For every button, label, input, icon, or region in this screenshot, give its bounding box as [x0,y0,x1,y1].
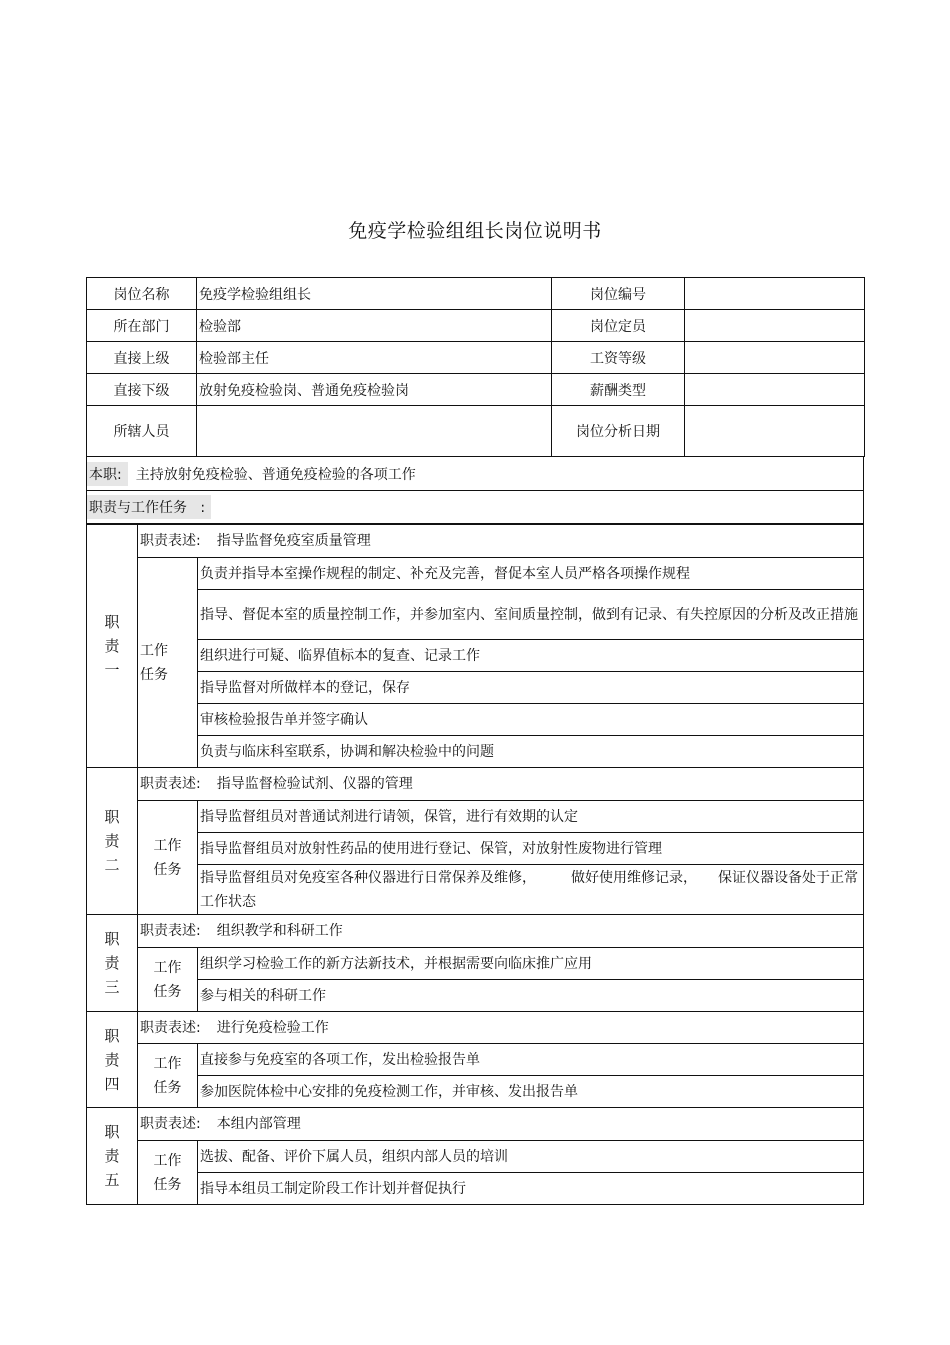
duty-name-char: 责 [104,1147,120,1165]
duty-name-char: 职 [104,1123,120,1141]
info-value [197,406,552,457]
duty-name [87,915,138,1012]
duties-header-label: 职责与工作任务 : [87,495,211,519]
task-label [138,948,198,1012]
duty-description [138,915,864,948]
duty-desc-row [87,525,864,558]
duty-name-char: 二 [104,856,120,874]
info-value [685,374,865,406]
task-item: 审核检验报告单并签字确认 [198,704,864,736]
duty-description-label: 职责表述: [140,533,201,549]
duty-name [87,525,138,768]
task-item: 指导本组员工制定阶段工作计划并督促执行 [198,1173,864,1205]
duty-name-char: 一 [104,661,120,679]
task-row [87,704,864,736]
duty-name-char: 职 [104,613,120,631]
duty-name-char: 三 [104,978,120,996]
benzhi-row [86,457,864,491]
duty-description-text: 组织教学和科研工作 [216,923,343,939]
duty-description [138,525,864,558]
info-row [87,278,865,310]
duty-description-text: 进行免疫检验工作 [216,1019,329,1036]
duty-name-char: 四 [104,1074,120,1093]
info-value [685,278,865,310]
duty-description-text: 指导监督免疫室质量管理 [216,533,371,549]
info-row [87,374,865,406]
task-row [87,736,864,768]
duty-name-char: 职 [104,1026,120,1045]
task-label-line: 工作 [140,642,168,659]
duty-description-label: 职责表述: [140,1116,201,1132]
task-row [87,948,864,980]
task-item: 指导监督对所做样本的登记，保存 [198,672,864,704]
info-label: 工资等级 [552,342,685,374]
task-label [138,801,198,915]
duty-description-text: 本组内部管理 [216,1116,301,1132]
task-row [87,833,864,865]
duty-name [87,1012,138,1108]
info-label: 岗位名称 [87,278,197,310]
info-value [685,310,865,342]
duty-description-label: 职责表述: [140,776,201,792]
task-row [87,640,864,672]
duty-name-char: 责 [104,832,120,850]
duty-desc-row [87,1108,864,1141]
task-item: 参与相关的科研工作 [198,980,864,1012]
duty-description [138,1108,864,1141]
duties-header-row [86,491,864,524]
task-label-line: 任务 [153,861,182,878]
info-value [685,406,865,457]
duty-name [87,768,138,915]
task-item: 负责并指导本室操作规程的制定、补充及完善，督促本室人员严格各项操作规程 [198,558,864,590]
info-value: 检验部 [197,310,552,342]
info-row [87,310,865,342]
info-label: 所辖人员 [87,406,197,457]
basic-info-table [86,277,865,457]
task-item: 组织学习检验工作的新方法新技术，并根据需要向临床推广应用 [198,948,864,980]
task-item: 选拔、配备、评价下属人员，组织内部人员的培训 [198,1141,864,1173]
info-label: 直接上级 [87,342,197,374]
duty-description [138,768,864,801]
info-label: 岗位定员 [552,310,685,342]
duty-name-char: 责 [104,1050,120,1069]
info-value: 检验部主任 [197,342,552,374]
task-row [87,672,864,704]
duty-name [87,1108,138,1205]
duty-name-char: 五 [104,1171,120,1189]
job-description-form [86,277,864,1205]
task-item: 指导、督促本室的质量控制工作，并参加室内、室间质量控制，做到有记录、有失控原因的分析及改正措施 [198,590,864,640]
benzhi-label: 本职: [87,462,128,486]
task-label-line: 任务 [140,666,168,683]
duty-desc-row [87,1012,864,1044]
task-label-line: 任务 [153,1079,182,1096]
duties-table [86,524,864,1205]
task-label [138,1044,198,1108]
info-row [87,406,865,457]
task-label-line: 工作 [153,1055,182,1072]
task-label [138,1141,198,1205]
task-label-line: 工作 [153,959,182,976]
duty-desc-row [87,915,864,948]
task-row [87,980,864,1012]
task-item: 指导监督组员对放射性药品的使用进行登记、保管，对放射性废物进行管理 [198,833,864,865]
duty-description-label: 职责表述: [140,923,201,939]
info-label: 所在部门 [87,310,197,342]
task-item: 直接参与免疫室的各项工作，发出检验报告单 [198,1044,864,1076]
duty-name-char: 责 [104,954,120,972]
task-row [87,1141,864,1173]
task-row [87,1173,864,1205]
info-label: 岗位分析日期 [552,406,685,457]
duty-description-label: 职责表述: [140,1019,201,1036]
task-row [87,1076,864,1108]
task-item: 参加医院体检中心安排的免疫检测工作，并审核、发出报告单 [198,1076,864,1108]
task-item: 组织进行可疑、临界值标本的复查、记录工作 [198,640,864,672]
duty-desc-row [87,768,864,801]
task-row [87,558,864,590]
info-row [87,342,865,374]
task-item: 指导监督组员对普通试剂进行请领，保管，进行有效期的认定 [198,801,864,833]
task-label-line: 工作 [153,1152,182,1169]
info-label: 直接下级 [87,374,197,406]
task-label-line: 任务 [153,1176,182,1193]
task-item: 负责与临床科室联系，协调和解决检验中的问题 [198,736,864,768]
info-value [685,342,865,374]
info-label: 岗位编号 [552,278,685,310]
task-row [87,590,864,640]
task-label-line: 任务 [153,983,182,1000]
info-label: 薪酬类型 [552,374,685,406]
benzhi-text: 主持放射免疫检验、普通免疫检验的各项工作 [135,466,416,483]
document-title: 免疫学检验组组长岗位说明书 [348,220,602,242]
task-item: 指导监督组员对免疫室各种仪器进行日常保养及维修， 做好使用维修记录， 保证仪器设备处于正常工作状态 [198,865,864,915]
task-label [138,558,198,768]
duty-description [138,1012,864,1044]
task-row [87,1044,864,1076]
info-value: 免疫学检验组组长 [197,278,552,310]
task-row [87,801,864,833]
duty-name-char: 职 [104,808,120,826]
duty-name-char: 责 [104,637,120,655]
task-label-line: 工作 [153,837,182,854]
info-value: 放射免疫检验岗、普通免疫检验岗 [197,374,552,406]
task-row [87,865,864,915]
duty-description-text: 指导监督检验试剂、仪器的管理 [216,776,413,792]
duty-name-char: 职 [104,930,120,948]
